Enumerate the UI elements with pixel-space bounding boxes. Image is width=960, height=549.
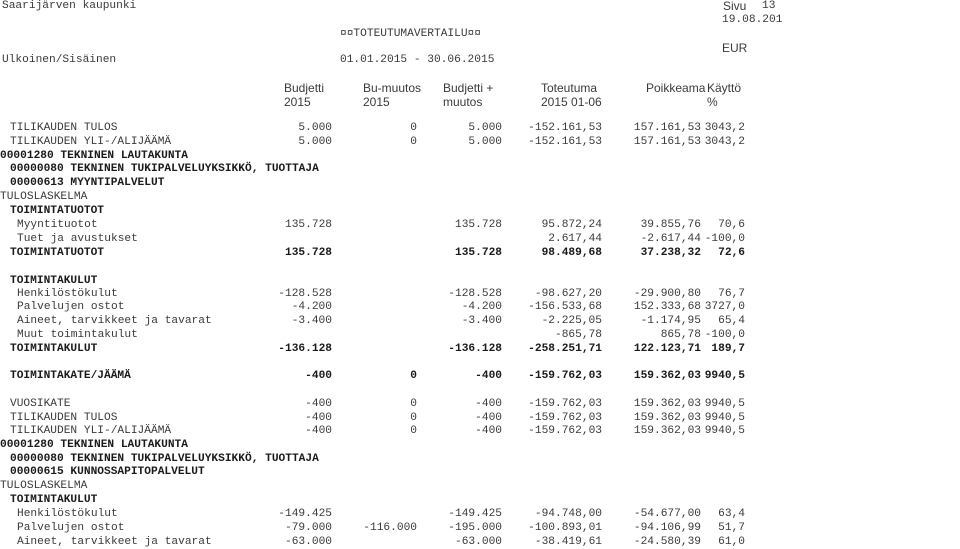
report-title: ¤¤TOTEUTUMAVERTAILU¤¤ xyxy=(340,28,481,40)
cell-bu-muutos: 0 xyxy=(410,122,417,134)
row-label: TILIKAUDEN TULOS xyxy=(10,122,118,134)
cell-poikkeama: 159.362,03 xyxy=(633,425,701,437)
cell-toteutuma: -156.533,68 xyxy=(528,301,602,313)
cell-budjetti-plus: -136.128 xyxy=(448,343,502,355)
col-header-poikkeama: Poikkeama xyxy=(646,81,706,95)
cell-budjetti-plus: 5.000 xyxy=(468,122,502,134)
row-label: TOIMINTAKULUT xyxy=(10,494,98,506)
cell-budjetti-plus: 135.728 xyxy=(455,219,502,231)
cell-toteutuma: -38.419,61 xyxy=(534,536,602,548)
cell-toteutuma: -98.627,20 xyxy=(534,288,602,300)
cell-kaytto: 9940,5 xyxy=(704,370,745,382)
col-header-kaytto-unit: % xyxy=(707,95,718,109)
col-header-kaytto: Käyttö xyxy=(707,81,742,95)
row-label: VUOSIKATE xyxy=(10,398,71,410)
cell-budjetti: -400 xyxy=(305,425,332,437)
cell-bu-muutos: 0 xyxy=(410,425,417,437)
cell-budjetti-plus: -400 xyxy=(475,370,502,382)
col-header-budjetti-year: 2015 xyxy=(284,95,311,109)
row-label: TULOSLASKELMA xyxy=(0,480,88,492)
cell-budjetti: -79.000 xyxy=(285,522,332,534)
cell-toteutuma: 98.489,68 xyxy=(541,247,602,259)
cell-toteutuma: -159.762,03 xyxy=(528,398,602,410)
cell-budjetti: -128.528 xyxy=(278,288,332,300)
row-label: Myyntituotot xyxy=(17,219,98,231)
row-label: TULOSLASKELMA xyxy=(0,191,88,203)
cell-kaytto: -100,0 xyxy=(704,329,745,341)
cell-budjetti: 135.728 xyxy=(285,219,332,231)
cell-budjetti-plus: -149.425 xyxy=(448,508,502,520)
cell-bu-muutos: 0 xyxy=(410,412,417,424)
row-label: Palvelujen ostot xyxy=(17,301,125,313)
cell-toteutuma: -159.762,03 xyxy=(528,412,602,424)
cell-toteutuma: -100.893,01 xyxy=(528,522,602,534)
cell-budjetti-plus: 135.728 xyxy=(455,247,502,259)
cell-kaytto: 9940,5 xyxy=(704,412,745,424)
page-label: Sivu xyxy=(723,0,747,13)
cell-kaytto: 9940,5 xyxy=(704,425,745,437)
cell-budjetti-plus: 5.000 xyxy=(468,136,502,148)
cell-bu-muutos: 0 xyxy=(410,370,417,382)
cell-kaytto: 3727,0 xyxy=(704,301,745,313)
row-label: Muut toimintakulut xyxy=(17,329,138,341)
cell-poikkeama: 122.123,71 xyxy=(633,343,701,355)
cell-toteutuma: -2.225,05 xyxy=(541,315,602,327)
row-label: TILIKAUDEN TULOS xyxy=(10,412,118,424)
cell-poikkeama: -54.677,00 xyxy=(633,508,701,520)
row-label: TILIKAUDEN YLI-/ALIJÄÄMÄ xyxy=(10,425,172,437)
row-label: 00000080 TEKNINEN TUKIPALVELUYKSIKKÖ, TUOTTAJA xyxy=(10,453,319,465)
row-label: TOIMINTATUOTOT xyxy=(10,205,104,217)
cell-poikkeama: 159.362,03 xyxy=(633,412,701,424)
col-header-bu-muutos: Bu-muutos xyxy=(363,81,422,95)
cell-kaytto: 3043,2 xyxy=(704,122,745,134)
col-header-budjetti-plus: Budjetti + xyxy=(443,81,494,95)
cell-budjetti: 5.000 xyxy=(298,122,332,134)
row-label: Aineet, tarvikkeet ja tavarat xyxy=(17,315,212,327)
row-label: TILIKAUDEN YLI-/ALIJÄÄMÄ xyxy=(10,136,172,148)
cell-toteutuma: -159.762,03 xyxy=(528,425,602,437)
col-header-bu-muutos-year: 2015 xyxy=(363,95,390,109)
cell-kaytto: 72,6 xyxy=(718,247,745,259)
cell-budjetti-plus: -63.000 xyxy=(455,536,502,548)
cell-poikkeama: 159.362,03 xyxy=(633,398,701,410)
row-label: Henkilöstökulut xyxy=(17,508,118,520)
cell-bu-muutos: 0 xyxy=(410,136,417,148)
cell-budjetti: 5.000 xyxy=(298,136,332,148)
row-label: Tuet ja avustukset xyxy=(17,233,138,245)
cell-kaytto: 3043,2 xyxy=(704,136,745,148)
row-label: 00000615 KUNNOSSAPITOPALVELUT xyxy=(10,466,205,478)
cell-budjetti-plus: -3.400 xyxy=(461,315,502,327)
row-label: 00001280 TEKNINEN LAUTAKUNTA xyxy=(0,439,188,451)
cell-kaytto: 51,7 xyxy=(718,522,745,534)
cell-poikkeama: 157.161,53 xyxy=(633,136,701,148)
cell-poikkeama: -1.174,95 xyxy=(640,315,701,327)
cell-kaytto: -100,0 xyxy=(704,233,745,245)
cell-budjetti-plus: -4.200 xyxy=(461,301,502,313)
cell-kaytto: 63,4 xyxy=(718,508,745,520)
cell-toteutuma: -159.762,03 xyxy=(528,370,602,382)
cell-poikkeama: 865,78 xyxy=(660,329,701,341)
period-label: 01.01.2015 - 30.06.2015 xyxy=(340,54,495,66)
cell-budjetti-plus: -195.000 xyxy=(448,522,502,534)
cell-budjetti: -3.400 xyxy=(291,315,332,327)
row-label: 00000613 MYYNTIPALVELUT xyxy=(10,177,165,189)
cell-budjetti: -136.128 xyxy=(278,343,332,355)
cell-budjetti: -400 xyxy=(305,398,332,410)
cell-bu-muutos: 0 xyxy=(410,398,417,410)
row-label: TOIMINTAKULUT xyxy=(10,275,98,287)
cell-poikkeama: 37.238,32 xyxy=(640,247,701,259)
cell-poikkeama: -94.106,99 xyxy=(633,522,701,534)
cell-poikkeama: 152.333,68 xyxy=(633,301,701,313)
col-header-budjetti: Budjetti xyxy=(284,81,325,95)
cell-budjetti: -149.425 xyxy=(278,508,332,520)
organization-name: Saarijärven kaupunki xyxy=(2,0,137,12)
cell-budjetti: -400 xyxy=(305,412,332,424)
currency-label: EUR xyxy=(722,41,748,55)
row-label: Henkilöstökulut xyxy=(17,288,118,300)
cell-kaytto: 189,7 xyxy=(711,343,745,355)
cell-budjetti-plus: -400 xyxy=(475,412,502,424)
row-label: 00000080 TEKNINEN TUKIPALVELUYKSIKKÖ, TUOTTAJA xyxy=(10,163,319,175)
cell-toteutuma: -865,78 xyxy=(555,329,602,341)
cell-budjetti: -4.200 xyxy=(291,301,332,313)
row-label: TOIMINTAKULUT xyxy=(10,343,98,355)
col-header-budjetti-plus-sub: muutos xyxy=(443,95,483,109)
cell-toteutuma: -258.251,71 xyxy=(528,343,602,355)
scope-label: Ulkoinen/Sisäinen xyxy=(2,54,117,66)
page-number: 13 xyxy=(762,0,776,12)
cell-kaytto: 65,4 xyxy=(718,315,745,327)
cell-kaytto: 61,0 xyxy=(718,536,745,548)
cell-toteutuma: -94.748,00 xyxy=(534,508,602,520)
row-label: TOIMINTAKATE/JÄÄMÄ xyxy=(10,370,131,382)
row-label: Aineet, tarvikkeet ja tavarat xyxy=(17,536,212,548)
cell-kaytto: 9940,5 xyxy=(704,398,745,410)
cell-poikkeama: 159.362,03 xyxy=(633,370,701,382)
cell-toteutuma: -152.161,53 xyxy=(528,122,602,134)
cell-poikkeama: -29.900,80 xyxy=(633,288,701,300)
cell-budjetti: -63.000 xyxy=(285,536,332,548)
cell-kaytto: 70,6 xyxy=(718,219,745,231)
cell-poikkeama: 39.855,76 xyxy=(640,219,701,231)
col-header-toteutuma-period: 2015 01-06 xyxy=(541,95,602,109)
col-header-toteutuma: Toteutuma xyxy=(541,81,598,95)
cell-poikkeama: -24.580,39 xyxy=(633,536,701,548)
row-label: Palvelujen ostot xyxy=(17,522,125,534)
cell-kaytto: 76,7 xyxy=(718,288,745,300)
cell-budjetti-plus: -128.528 xyxy=(448,288,502,300)
row-label: 00001280 TEKNINEN LAUTAKUNTA xyxy=(0,150,188,162)
cell-budjetti-plus: -400 xyxy=(475,425,502,437)
cell-toteutuma: 95.872,24 xyxy=(541,219,602,231)
cell-budjetti-plus: -400 xyxy=(475,398,502,410)
cell-toteutuma: -152.161,53 xyxy=(528,136,602,148)
cell-budjetti: -400 xyxy=(305,370,332,382)
cell-toteutuma: 2.617,44 xyxy=(548,233,602,245)
cell-bu-muutos: -116.000 xyxy=(363,522,417,534)
row-label: TOIMINTATUOTOT xyxy=(10,247,104,259)
report-date: 19.08.201 xyxy=(722,14,783,26)
cell-poikkeama: 157.161,53 xyxy=(633,122,701,134)
cell-budjetti: 135.728 xyxy=(285,247,332,259)
cell-poikkeama: -2.617,44 xyxy=(640,233,701,245)
